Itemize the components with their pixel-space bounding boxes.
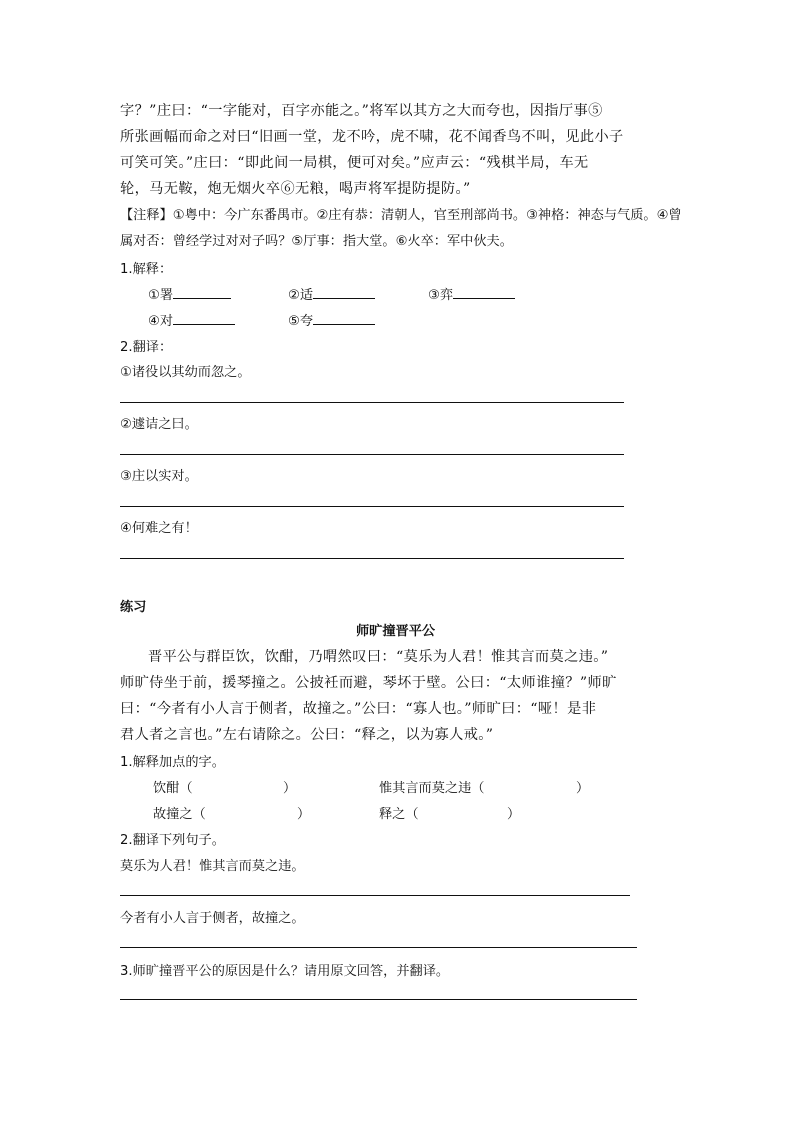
practice-q1-item-2-close: ） xyxy=(576,781,590,796)
practice-q2-heading: 2.翻译下列句子。 xyxy=(120,833,225,848)
practice-passage-line-3: 曰：“今者有小人言于侧者，故撞之。”公曰：“寡人也。”师旷曰：“哑！是非 xyxy=(120,701,597,717)
answer-line[interactable] xyxy=(120,947,637,948)
q1-item-1 xyxy=(148,284,231,303)
passage-line-1: 字？”庄曰：“一字能对，百字亦能之。”将军以其方之大而夸也，因指厅事⑤ xyxy=(120,103,603,119)
notes-line-2: 属对否：曾经学过对对子吗？⑤厅事：指大堂。⑥火卒：军中伙夫。 xyxy=(120,234,513,249)
answer-blank[interactable] xyxy=(173,312,235,325)
practice-q1-item-3-close: ） xyxy=(297,807,311,822)
q2-heading: 2.翻译： xyxy=(120,340,173,355)
q1-item-3 xyxy=(428,284,515,303)
practice-passage-line-2: 师旷侍坐于前，援琴撞之。公披衽而避，琴坏于壁。公曰：“太师谁撞？”师旷 xyxy=(120,675,617,691)
passage-line-4: 轮，马无鞍，炮无烟火卒⑥无粮，喝声将军提防提防。” xyxy=(120,181,471,197)
passage-line-3: 可笑可笑。”庄曰：“即此间一局棋，便可对矣。”应声云：“残棋半局，车无 xyxy=(120,155,589,171)
q1-item-label: ②适 xyxy=(288,288,314,303)
practice-q1-item-4: 释之（ xyxy=(379,807,419,822)
practice-q1-item-4-close: ） xyxy=(507,807,521,822)
practice-q1-heading: 1.解释加点的字。 xyxy=(120,755,225,770)
q2-item-1: ①诸役以其幼而忽之。 xyxy=(120,365,251,380)
answer-line[interactable] xyxy=(120,999,637,1000)
practice-q2-item-1: 莫乐为人君！惟其言而莫之违。 xyxy=(120,859,305,874)
q1-item-label: ④对 xyxy=(148,314,174,329)
q2-item-2: ②遽诘之曰。 xyxy=(120,417,198,432)
answer-blank[interactable] xyxy=(313,286,375,299)
practice-label: 练习 xyxy=(120,600,147,615)
practice-q1-item-1: 饮酣（ xyxy=(153,781,193,796)
q1-item-4 xyxy=(148,310,235,329)
answer-blank[interactable] xyxy=(453,286,515,299)
practice-q1-item-1-close: ） xyxy=(283,781,297,796)
q1-heading: 1.解释： xyxy=(120,262,173,277)
answer-line[interactable] xyxy=(120,506,624,507)
practice-passage-line-1: 晋平公与群臣饮，饮酣，乃喟然叹曰：“莫乐为人君！惟其言而莫之违。” xyxy=(148,649,609,665)
q1-item-label: ①署 xyxy=(148,288,174,303)
practice-passage-line-4: 君人者之言也。”左右请除之。公曰：“释之，以为寡人戒。” xyxy=(120,727,494,743)
answer-line[interactable] xyxy=(120,454,624,455)
q1-item-label: ⑤夸 xyxy=(288,314,314,329)
q2-item-3: ③庄以实对。 xyxy=(120,469,198,484)
notes-line-1: 【注释】①粤中：今广东番禺市。②庄有恭：清朝人，官至刑部尚书。③神格：神态与气质。④曾 xyxy=(120,208,682,223)
q1-item-2 xyxy=(288,284,375,303)
q1-item-label: ③弈 xyxy=(428,288,454,303)
answer-line[interactable] xyxy=(120,558,624,559)
practice-q1-item-2: 惟其言而莫之违（ xyxy=(379,781,485,796)
practice-q1-item-3: 故撞之（ xyxy=(153,807,206,822)
answer-line[interactable] xyxy=(120,402,624,403)
practice-q2-item-2: 今者有小人言于侧者，故撞之。 xyxy=(120,911,305,926)
q2-item-4: ④何难之有！ xyxy=(120,521,198,536)
passage-line-2: 所张画幅而命之对曰“旧画一堂，龙不吟，虎不啸，花不闻香鸟不叫，见此小子 xyxy=(120,129,624,145)
practice-title: 师旷撞晋平公 xyxy=(356,624,436,639)
q1-item-5 xyxy=(288,310,375,329)
answer-blank[interactable] xyxy=(313,312,375,325)
answer-line[interactable] xyxy=(120,895,630,896)
answer-blank[interactable] xyxy=(173,286,231,299)
practice-q3: 3.师旷撞晋平公的原因是什么？请用原文回答，并翻译。 xyxy=(120,964,450,979)
